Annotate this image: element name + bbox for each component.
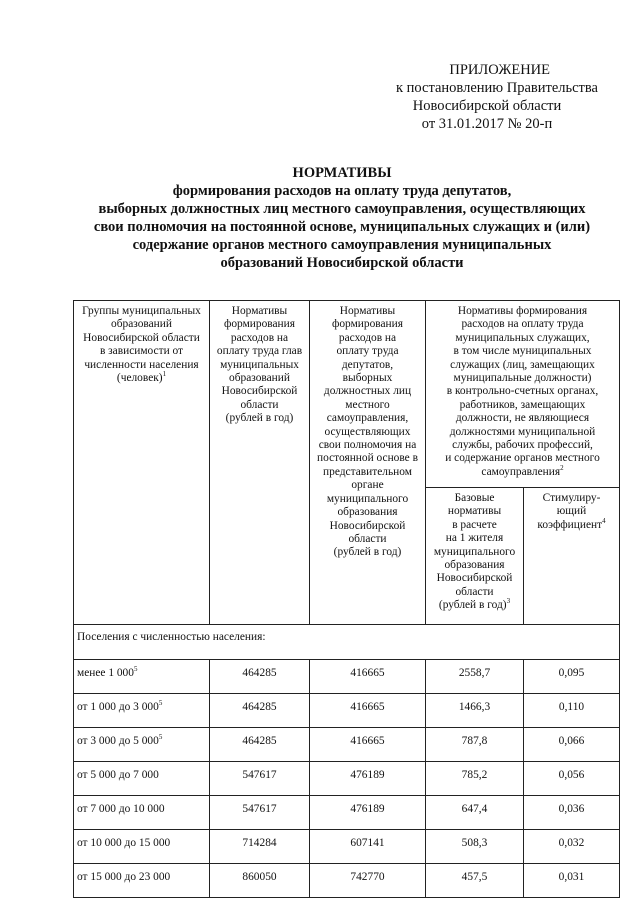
cell-group-text: от 3 000 до 5 000 — [77, 735, 159, 747]
header-heads — [210, 301, 310, 625]
cell-base — [426, 694, 524, 728]
title-line-1: формирования расходов на оплату труда депутатов, — [172, 183, 512, 199]
header-deputies-text: Нормативы формирования расходов на оплату труда депутатов, выборных должностных лиц местного самоуправления, осуществляющих свои полномочия на постоянной основе в представительном органе муниципального образования Новосибирской области (рублей в год) — [317, 305, 418, 559]
title-line-4: содержание органов местного самоуправления муниципальных — [132, 237, 552, 253]
table-row — [74, 762, 620, 796]
cell-heads-text: 714284 — [242, 837, 277, 849]
cell-group — [74, 864, 210, 898]
cell-coef-text: 0,066 — [558, 735, 585, 747]
footnote-ref: 5 — [158, 699, 163, 708]
header-groups — [74, 301, 210, 625]
footnote-ref-1: 1 — [162, 370, 167, 379]
title-heading: НОРМАТИВЫ — [292, 165, 392, 181]
cell-base-text: 787,8 — [461, 735, 488, 747]
cell-heads-text: 547617 — [242, 769, 277, 781]
table-body — [74, 660, 620, 898]
cell-deputies — [310, 694, 426, 728]
cell-deputies — [310, 728, 426, 762]
table-row — [74, 728, 620, 762]
appendix-block — [396, 61, 598, 133]
footnote-ref: 5 — [158, 733, 163, 742]
cell-coef-text: 0,110 — [558, 701, 585, 713]
cell-group-text: от 1 000 до 3 000 — [77, 701, 159, 713]
cell-deputies — [310, 660, 426, 694]
appendix-title: ПРИЛОЖЕНИЕ — [449, 62, 550, 78]
cell-coef-text: 0,095 — [558, 667, 585, 679]
appendix-line-1: к постановлению Правительства — [396, 80, 598, 96]
cell-heads-text: 860050 — [242, 871, 277, 883]
cell-coef-text: 0,032 — [558, 837, 585, 849]
cell-group — [74, 694, 210, 728]
header-heads-text: Нормативы формирования расходов на оплату труда глав муниципальных образований Новосибирской области (рублей в год) — [216, 305, 303, 425]
cell-base — [426, 830, 524, 864]
header-base-text: Базовые нормативы в расчете на 1 жителя муниципального образования Новосибирской области (рублей в год) — [433, 492, 516, 612]
cell-group-text: от 7 000 до 10 000 — [77, 803, 165, 815]
cell-heads — [210, 864, 310, 898]
cell-base — [426, 796, 524, 830]
cell-heads — [210, 830, 310, 864]
cell-group — [74, 762, 210, 796]
cell-base-text: 647,4 — [461, 803, 488, 815]
footnote-ref-3: 3 — [506, 597, 511, 606]
cell-deputies-text: 476189 — [350, 769, 385, 781]
title-line-2: выборных должностных лиц местного самоуправления, осуществляющих — [98, 201, 586, 217]
cell-heads — [210, 762, 310, 796]
cell-base — [426, 762, 524, 796]
document-title — [62, 164, 622, 272]
cell-group — [74, 660, 210, 694]
cell-base-text: 785,2 — [461, 769, 488, 781]
cell-group-text: от 15 000 до 23 000 — [77, 871, 171, 883]
cell-heads — [210, 796, 310, 830]
cell-coef — [524, 728, 620, 762]
cell-heads — [210, 660, 310, 694]
cell-deputies — [310, 864, 426, 898]
cell-coef-text: 0,056 — [558, 769, 585, 781]
cell-group-text: менее 1 000 — [77, 667, 134, 679]
title-line-3: свои полномочия на постоянной основе, муниципальных служащих и (или) — [93, 219, 591, 235]
cell-heads-text: 464285 — [242, 735, 277, 747]
header-employees-text: Нормативы формирования расходов на оплату труда муниципальных служащих, в том числе муниципальных служащих (лиц, замещающих муниципальные должности) в контрольно-счетных органах, работников, замещающих должности, не являющиеся должностями муниципальной службы, рабочих профессий, и содержание органов местного самоуправления — [445, 305, 600, 478]
table-row — [74, 864, 620, 898]
table-row — [74, 830, 620, 864]
cell-heads-text: 464285 — [242, 701, 277, 713]
cell-base-text: 2558,7 — [458, 667, 491, 679]
table-row — [74, 694, 620, 728]
cell-deputies-text: 742770 — [350, 871, 385, 883]
cell-group — [74, 830, 210, 864]
cell-deputies-text: 416665 — [350, 701, 385, 713]
cell-group-text: от 5 000 до 7 000 — [77, 769, 159, 781]
cell-coef — [524, 830, 620, 864]
footnote-ref-2: 2 — [560, 464, 564, 473]
cell-coef — [524, 660, 620, 694]
cell-deputies-text: 607141 — [350, 837, 385, 849]
header-coef-text: Стимулиру- ющий коэффициент — [537, 492, 603, 531]
appendix-line-2: Новосибирской области — [412, 98, 562, 114]
cell-deputies — [310, 830, 426, 864]
cell-base-text: 508,3 — [461, 837, 488, 849]
table-row — [74, 796, 620, 830]
cell-coef — [524, 864, 620, 898]
title-line-5: образований Новосибирской области — [220, 255, 464, 271]
cell-coef — [524, 762, 620, 796]
cell-base — [426, 864, 524, 898]
cell-deputies-text: 476189 — [350, 803, 385, 815]
appendix-line-3: от 31.01.2017 № 20-п — [421, 116, 553, 132]
header-coef — [524, 488, 620, 625]
header-groups-text: Группы муниципальных образований Новосибирской области в зависимости от численности населения (человек) — [82, 305, 201, 385]
cell-group — [74, 728, 210, 762]
cell-heads — [210, 728, 310, 762]
cell-coef — [524, 796, 620, 830]
table-row — [74, 660, 620, 694]
cell-base — [426, 728, 524, 762]
header-deputies — [310, 301, 426, 625]
cell-coef-text: 0,031 — [558, 871, 585, 883]
cell-deputies-text: 416665 — [350, 667, 385, 679]
cell-deputies — [310, 796, 426, 830]
footnote-ref: 5 — [133, 665, 138, 674]
cell-base-text: 1466,3 — [458, 701, 491, 713]
cell-base-text: 457,5 — [461, 871, 488, 883]
cell-coef — [524, 694, 620, 728]
cell-heads-text: 464285 — [242, 667, 277, 679]
header-base — [426, 488, 524, 625]
cell-heads — [210, 694, 310, 728]
header-employees — [426, 301, 620, 488]
cell-deputies-text: 416665 — [350, 735, 385, 747]
norms-table — [73, 300, 620, 898]
cell-heads-text: 547617 — [242, 803, 277, 815]
footnote-ref-4: 4 — [602, 517, 606, 526]
cell-group — [74, 796, 210, 830]
cell-deputies — [310, 762, 426, 796]
cell-base — [426, 660, 524, 694]
cell-coef-text: 0,036 — [558, 803, 585, 815]
cell-group-text: от 10 000 до 15 000 — [77, 837, 171, 849]
section-row: Поселения с численностью населения: — [74, 625, 620, 660]
